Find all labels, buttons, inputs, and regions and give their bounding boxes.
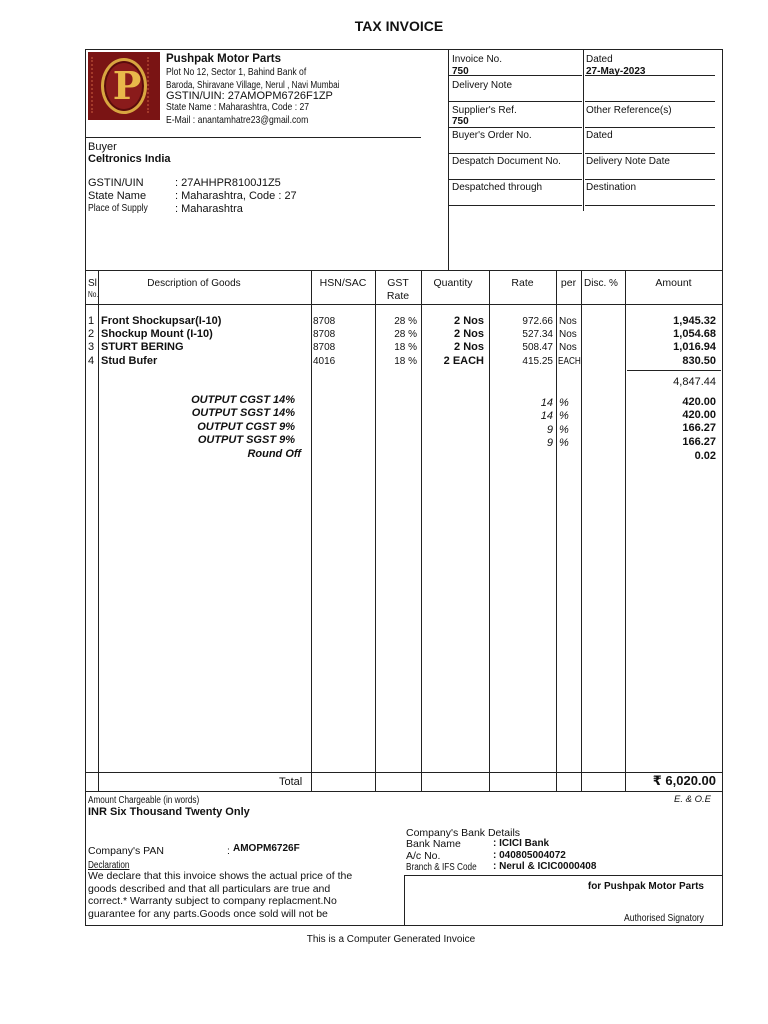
declaration-label: Declaration [88,860,130,871]
authorised-signatory: Authorised Signatory [624,912,704,924]
tax-label: OUTPUT CGST 14% [191,394,295,406]
tax-amount: 420.00 [682,409,716,421]
table-header-bottom [85,304,723,305]
tax-per: % [559,437,569,449]
tax-amount: 166.27 [682,422,716,434]
item-gst-rate: 18 % [394,342,417,353]
item-quantity: 2 EACH [443,355,484,367]
seller-buyer-divider [85,137,421,138]
item-quantity: 2 Nos [454,341,484,353]
item-sl: 1 [88,315,95,327]
item-amount: 1,945.32 [673,315,716,327]
tax-per: % [559,410,569,422]
buyer-state-value: : Maharashtra, Code : 27 [175,190,297,202]
account-no-value: : 040805004072 [493,850,566,861]
item-hsn: 8708 [313,342,336,353]
col-divider-sl [98,270,99,791]
header-hsn: HSN/SAC [319,277,367,289]
invoice-title: TAX INVOICE [354,18,444,34]
header-rate: Rate [511,277,534,289]
meta-row-line [449,179,582,180]
seller-address-line-2: Baroda, Shiravane Village, Nerul , Navi Mumbai [166,80,340,91]
buyer-state-label: State Name [88,190,147,202]
buyer-supply-label: Place of Supply [88,202,148,214]
header-gst-rate: Rate [386,290,410,302]
tax-per: % [559,424,569,436]
ifsc-value: : Nerul & ICIC0000408 [493,861,597,872]
seller-email: E-Mail : anantamhatre23@gmail.com [166,114,309,126]
declaration-line: guarantee for any parts.Goods once sold will not be [88,908,328,920]
table-total-top [85,772,723,773]
declaration-line: We declare that this invoice shows the actual price of the [88,870,353,882]
item-amount: 1,016.94 [673,341,716,353]
header-bottom [85,270,723,271]
dated-value: 27-May-2023 [586,66,646,77]
signature-box-left [404,875,405,925]
seller-address-line-1: Plot No 12, Sector 1, Bahind Bank of [166,66,307,78]
tax-label: OUTPUT CGST 9% [197,421,295,433]
col-divider-per [581,270,582,791]
supplier-ref-value: 750 [452,116,469,127]
pan-colon: : [227,845,230,857]
seller-name: Pushpak Motor Parts [166,53,282,65]
meta-row-line [585,179,715,180]
header-amount: Amount [655,277,692,289]
company-logo [88,52,160,120]
tax-rate: 14 [540,397,553,409]
meta-row-line [585,205,715,206]
meta-row-line [585,101,715,102]
frame-bottom [85,925,723,926]
item-per: Nos [559,342,577,353]
invoice-no-value: 750 [452,66,469,77]
tax-rate: 9 [546,424,553,436]
seller-state: State Name : Maharashtra, Code : 27 [166,101,310,113]
dated-label: Dated [586,54,613,65]
for-company-label: for Pushpak Motor Parts [587,881,704,892]
header-gst: GST [387,277,409,289]
delivery-note-date-label: Delivery Note Date [586,156,670,167]
header-per: per [560,277,577,289]
item-description: Stud Bufer [101,355,158,367]
buyer-gstin-value: : 27AHHPR8100J1Z5 [175,177,281,189]
tax-label: Round Off [247,448,301,460]
tax-label: OUTPUT SGST 9% [197,434,295,446]
subtotal-line [627,370,721,371]
signature-box-top [404,875,722,876]
amount-in-words: INR Six Thousand Twenty Only [88,806,250,818]
buyer-supply-value: : Maharashtra [175,203,243,215]
total-amount: 6,020.00 [665,773,716,788]
tax-amount: 166.27 [682,436,716,448]
tax-amount: 0.02 [694,450,716,462]
item-per: EACH [558,356,581,367]
rupee-symbol: ₹ [652,774,662,789]
item-rate: 972.66 [522,316,553,327]
invoice-no-label: Invoice No. [452,54,503,65]
header-divider [448,49,449,271]
supplier-ref-label: Supplier's Ref. [452,105,517,116]
header-sl: Sl [88,278,97,289]
item-sl: 4 [88,355,95,367]
pan-value: AMOPM6726F [233,843,300,854]
tax-amount: 420.00 [682,396,716,408]
meta-row-line [449,101,582,102]
table-total-bottom [85,791,723,792]
header-sl-no: No. [88,290,99,299]
frame-top [85,49,723,50]
meta-row-line [449,127,582,128]
bank-details-heading: Company's Bank Details [406,827,521,839]
bank-name-label: Bank Name [406,838,461,850]
item-hsn: 8708 [313,316,336,327]
meta-row-line [585,127,715,128]
seller-gstin: GSTIN/UIN: 27AMOPM6726F1ZP [166,90,333,102]
item-gst-rate: 18 % [394,356,417,367]
total-label: Total [279,776,303,788]
declaration-line: correct.* Warranty subject to company replacment.No [88,895,337,907]
header-quantity: Quantity [433,277,473,289]
other-ref-label: Other Reference(s) [586,105,672,116]
tax-per: % [559,397,569,409]
destination-label: Destination [586,182,637,193]
meta-row-line [585,153,715,154]
header-discount: Disc. % [584,278,618,289]
item-hsn: 8708 [313,329,336,340]
pan-label: Company's PAN [88,845,164,857]
item-hsn: 4016 [313,356,336,367]
subtotal-amount: 4,847.44 [673,376,716,388]
despatched-through-label: Despatched through [452,182,543,193]
tax-label: OUTPUT SGST 14% [191,407,295,419]
ifsc-label: Branch & IFS Code [406,862,477,873]
buyer-label: Buyer [88,141,117,153]
item-rate: 527.34 [522,329,553,340]
col-divider-desc [311,270,312,791]
header-description: Description of Goods [147,278,241,289]
eoe-label: E. & O.E [674,794,711,805]
bank-name-value: : ICICI Bank [493,838,550,849]
buyer-order-label: Buyer's Order No. [452,130,532,141]
item-description: Shockup Mount (I-10) [101,328,213,340]
item-sl: 2 [88,328,95,340]
col-divider-rate [556,270,557,791]
order-dated-label: Dated [586,130,613,141]
item-amount: 1,054.68 [673,328,716,340]
meta-row-line [449,205,582,206]
tax-rate: 14 [540,410,553,422]
computer-generated-note: This is a Computer Generated Invoice [306,934,476,945]
item-sl: 3 [88,341,95,353]
meta-row-line [449,153,582,154]
tax-rate: 9 [546,437,553,449]
item-per: Nos [559,316,577,327]
frame-left [85,49,86,925]
amount-words-label: Amount Chargeable (in words) [88,795,200,806]
item-gst-rate: 28 % [394,329,417,340]
item-per: Nos [559,329,577,340]
item-description: Front Shockupsar(I-10) [101,315,222,327]
buyer-gstin-label: GSTIN/UIN [88,177,144,189]
despatch-doc-label: Despatch Document No. [452,156,561,167]
item-description: STURT BERING [101,341,184,353]
buyer-name: Celtronics India [88,153,171,165]
total-amount-wrap [625,774,716,789]
item-amount: 830.50 [682,355,716,367]
delivery-note-label: Delivery Note [452,80,513,91]
item-quantity: 2 Nos [454,328,484,340]
declaration-line: goods described and that all particulars are true and [88,883,331,895]
item-rate: 508.47 [522,342,553,353]
logo-letter: P [112,63,142,108]
account-no-label: A/c No. [406,850,441,862]
meta-col-divider [583,49,584,211]
frame-right [722,49,723,925]
item-rate: 415.25 [522,356,553,367]
item-gst-rate: 28 % [394,316,417,327]
item-quantity: 2 Nos [454,315,484,327]
